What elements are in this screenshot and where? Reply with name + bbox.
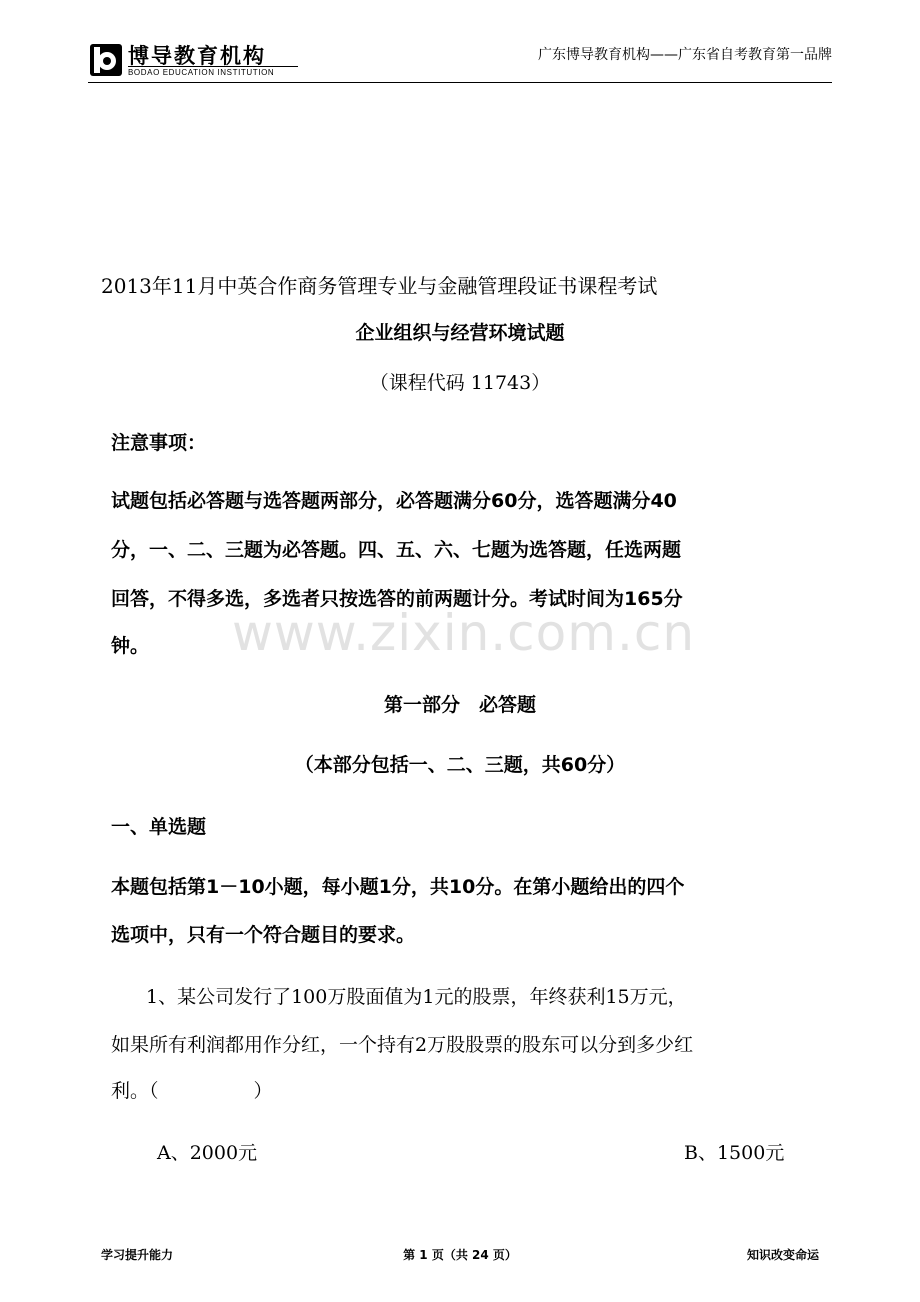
- part1-title: 第一部分 必答题: [383, 694, 536, 716]
- question1-option-a: A、2000元: [157, 1142, 258, 1164]
- exam-subject: 企业组织与经营环境试题: [355, 322, 565, 344]
- notice-line-1: 试题包括必答题与选答题两部分，必答题满分60分，选答题满分40: [111, 490, 677, 512]
- watermark: www.zixin.com.cn: [232, 604, 696, 662]
- notice-line-4: 钟。: [111, 635, 150, 657]
- section1-heading: 一、单选题: [111, 816, 207, 838]
- exam-title: 2013年11月中英合作商务管理专业与金融管理段证书课程考试: [101, 274, 658, 298]
- logo: [88, 40, 300, 76]
- footer-right: 知识改变命运: [746, 1248, 819, 1262]
- notice-line-2: 分，一、二、三题为必答题。四、五、六、七题为选答题，任选两题: [111, 539, 682, 561]
- bodao-logo-icon: [90, 44, 122, 76]
- logo-english-name: BODAO EDUCATION INSTITUTION: [128, 66, 298, 77]
- part1-subtitle: （本部分包括一、二、三题，共60分）: [294, 754, 626, 776]
- section1-instruction-line-1: 本题包括第1－10小题，每小题1分，共10分。在第小题给出的四个: [111, 876, 685, 898]
- footer-page-number: 第 1 页（共 24 页）: [403, 1248, 517, 1262]
- question1-line-2: 如果所有利润都用作分红，一个持有2万股股票的股东可以分到多少红: [111, 1034, 694, 1056]
- page-header: [88, 40, 832, 83]
- header-slogan: 广东博导教育机构——广东省自考教育第一品牌: [538, 47, 832, 63]
- question1-line-3: 利。（ ）: [111, 1080, 273, 1102]
- section1-instruction-line-2: 选项中，只有一个符合题目的要求。: [111, 924, 416, 946]
- footer-left: 学习提升能力: [101, 1248, 174, 1262]
- notice-line-3: 回答，不得多选，多选者只按选答的前两题计分。考试时间为165分: [111, 588, 683, 610]
- notice-heading: 注意事项：: [111, 432, 207, 454]
- logo-chinese-name: 博导教育机构: [128, 44, 266, 68]
- question1-option-b: B、1500元: [684, 1142, 785, 1164]
- question1-line-1: 1、某公司发行了100万股面值为1元的股票，年终获利15万元，: [146, 986, 687, 1008]
- course-code: （课程代码 11743）: [369, 372, 551, 394]
